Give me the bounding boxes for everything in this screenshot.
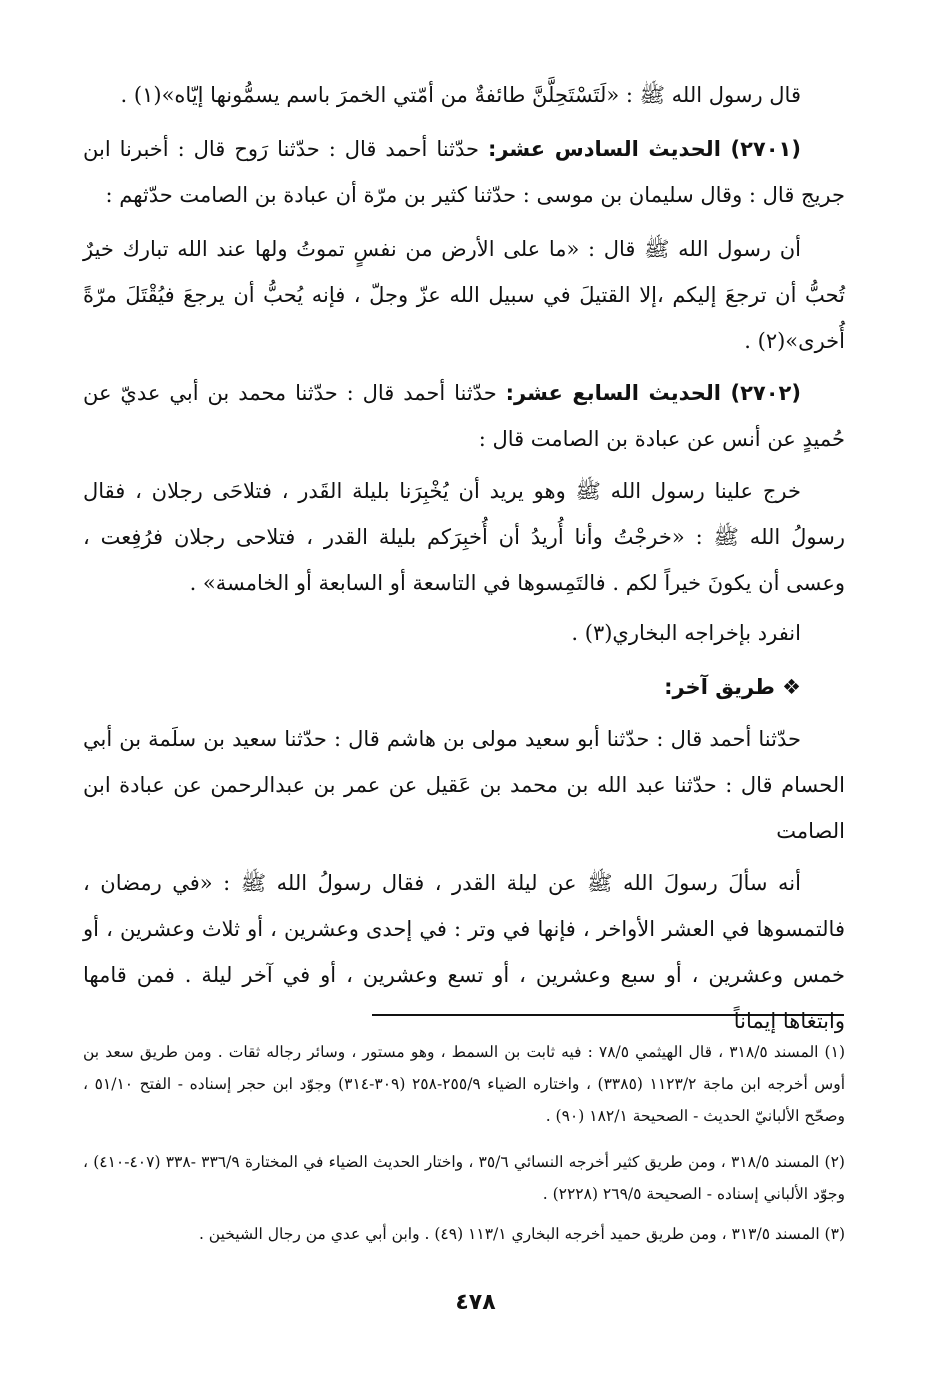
paragraph-2: (٢٧٠١) الحديث السادس عشر: حدّثنا أحمد قال : حدّثنا رَوح قال : أخبرنا ابن جريج قال : وقال سليمان بن موسى : حدّثنا كثير بن مرّة أن عبادة بن الصامت حدّثهم : xyxy=(83,137,845,207)
paragraph-3: أن رسول الله ﷺ قال : «ما على الأرض من نفسٍ تموتُ ولها عند الله تبارك خيرٌ تُحبُّ أن ترجعَ إليكم ،إلا القتيلَ في سبيل الله عزّ وجلّ ، فإنه يُحبُّ أن يرجعَ فيُقْتَلَ مرّةً أُخرى»(٢) . xyxy=(83,237,845,353)
footnote-1: (١) المسند ٣١٨/٥ ، قال الهيثمي ٧٨/٥ : فيه ثابت بن السمط ، وهو مستور ، وسائر رجاله ثقات . ومن طريق سعد بن أوس أخرجه ابن ماجة ١١٢٣/٢ (٣٣٨٥) ، واختاره الضياء ٢٥٥/٩-٢٥٨ (٣٠٩-٣١٤) وجوّد ابن حجر إسناده - الفتح ٥١/١٠ ، وصحّح الألبانيّ الحديث - الصحيحة ١٨٢/١ (٩٠) . xyxy=(83,1043,846,1125)
footnote-2: (٢) المسند ٣١٨/٥ ، ومن طريق كثير أخرجه النسائي ٣٥/٦ ، واختار الحديث الضياء في المختارة ٣٣٦/٩ -٣٣٨ (٤٠٧-٤١٠) ، وجوّد الألباني إسناده - الصحيحة ٢٦٩/٥ (٢٢٢٨) . xyxy=(83,1153,845,1203)
paragraph-6: انفرد بإخراجه البخاري(٣) . xyxy=(571,621,801,645)
paragraph-1: قال رسول الله ﷺ : «لَتَسْتَحِلَّنَّ طائفةٌ من أمّتي الخمرَ باسم يسمُّونها إيّاه»(١) . xyxy=(120,83,801,107)
footnote-separator xyxy=(372,1014,844,1016)
hadith-heading-2701: (٢٧٠١) الحديث السادس عشر: xyxy=(487,137,801,161)
paragraph-4: (٢٧٠٢) الحديث السابع عشر: حدّثنا أحمد قال : حدّثنا محمد بن أبي عديّ عن حُميدٍ عن أنس عن عبادة بن الصامت قال : xyxy=(83,381,845,451)
footnote-3: (٣) المسند ٣١٣/٥ ، ومن طريق حميد أخرجه البخاري ١١٣/١ (٤٩) . وابن أبي عدي من رجال الشيخين . xyxy=(198,1225,845,1243)
paragraph-7: حدّثنا أحمد قال : حدّثنا أبو سعيد مولى بن هاشم قال : حدّثنا سعيد بن سلَمة بن أبي الحسام قال : حدّثنا عبد الله بن محمد بن عَقيل عن عمر بن عبدالرحمن عن عبادة ابن الصامت xyxy=(83,727,845,843)
hadith-heading-2702: (٢٧٠٢) الحديث السابع عشر: xyxy=(505,381,801,405)
page-number: ٤٧٨ xyxy=(455,1290,496,1315)
paragraph-5: خرج علينا رسول الله ﷺ وهو يريد أن يُخْبِرَنا بليلة القَدر ، فتلاحَى رجلان ، فقال رسولُ الله ﷺ : «خرجْتُ وأنا أُريدُ أن أُخبِرَكم بليلة القدر ، فتلاحى رجلان فرُفِعت ، وعسى أن يكونَ خيراً لكم . فالتَمِسوها في التاسعة أو السابعة أو الخامسة» . xyxy=(83,479,845,595)
paragraph-8: أنه سألَ رسولَ الله ﷺ عن ليلة القدر ، فقال رسولُ الله ﷺ : «في رمضان ، فالتمسوها في العشر الأواخر ، فإنها في وتر : في إحدى وعشرين ، أو ثلاث وعشرين ، أو خمس وعشرين ، أو سبع وعشرين ، أو تسع وعشرين ، أو في آخر ليلة . فمن قامها وابتغاها إيماناً xyxy=(83,871,845,1033)
sub-heading-another-route: ❖ طريق آخر: xyxy=(664,675,801,699)
